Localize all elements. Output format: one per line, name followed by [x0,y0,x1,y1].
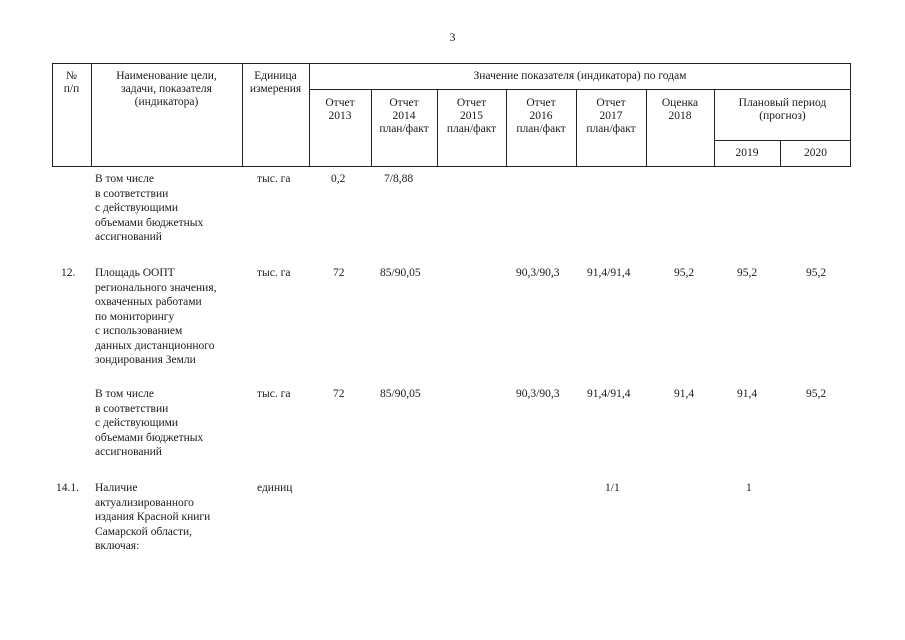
header-year-2014: Отчет 2014 план/факт [379,97,429,135]
row-name: Наличие актуализированного издания Красной книги Самарской области, включая: [95,482,211,552]
header-year-2017: Отчет 2017 план/факт [586,97,636,135]
row-number: 12. [61,267,76,279]
row-value-2018: 95,2 [674,267,695,279]
row-unit: тыс. га [257,267,291,279]
header-col-name: Наименование цели, задачи, показателя (индикатора) [116,70,217,108]
header-year-2013: Отчет 2013 [325,97,355,122]
row-name: В том числе в соответствии с действующими объемами бюджетных ассигнований [95,173,204,243]
row-value-2019: 95,2 [737,267,758,279]
row-name: Площадь ООПТ регионального значения, охваченных работами по мониторингу с использованием данных дистанционного зондирования Земли [95,267,217,366]
header-year-2015: Отчет 2015 план/факт [446,97,497,135]
row-value-2017: 91,4/91,4 [587,388,631,400]
header-year-2016: Отчет 2016 план/факт [516,97,566,135]
row-value-2013: 0,2 [331,173,346,185]
row-value-2018: 91,4 [674,388,695,400]
row-value-2019: 1 [746,482,752,494]
row-unit: тыс. га [257,173,291,185]
header-year-2018: Оценка 2018 [661,97,699,122]
row-unit: тыс. га [257,388,291,400]
header-year-2020: 2020 [804,147,827,159]
header-year-2019: 2019 [735,147,759,159]
row-value-2013: 72 [333,267,345,279]
row-value-2019: 91,4 [737,388,758,400]
header-col-unit: Единица измерения [249,70,302,95]
row-name: В том числе в соответствии с действующими объемами бюджетных ассигнований [95,388,204,458]
row-value-2014: 85/90,05 [380,388,421,400]
row-value-2016: 90,3/90,3 [516,267,560,279]
header-col-no: № п/п [63,70,80,95]
row-value-2017: 91,4/91,4 [587,267,631,279]
row-number: 14.1. [56,482,79,494]
header-col-values: Значение показателя (индикатора) по годам [473,70,687,82]
row-value-2017: 1/1 [605,482,620,494]
row-value-2013: 72 [333,388,345,400]
row-unit: единиц [257,482,293,494]
header-plan-period: Плановый период (прогноз) [738,97,827,122]
row-value-2014: 85/90,05 [380,267,421,279]
row-value-2020: 95,2 [806,267,827,279]
row-value-2014: 7/8,88 [384,173,414,185]
row-value-2016: 90,3/90,3 [516,388,560,400]
page-number: 3 [449,30,456,44]
row-value-2020: 95,2 [806,388,827,400]
